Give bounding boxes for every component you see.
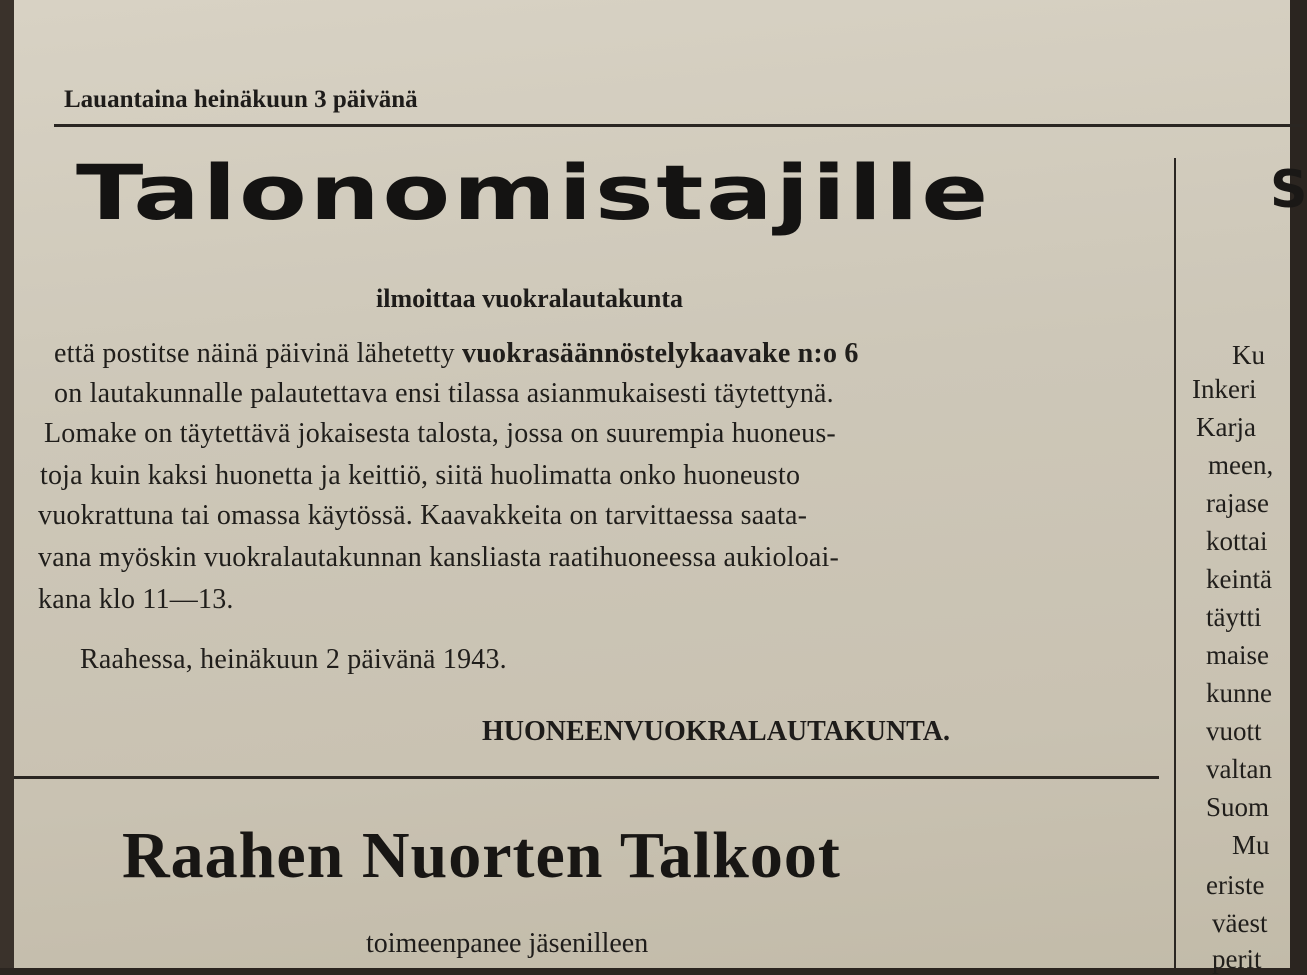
body-line-2: on lautakunnalle palautettava ensi tilassa asianmukaisesti täytettynä. bbox=[54, 378, 834, 409]
notice-subheading: ilmoittaa vuokralautakunta bbox=[376, 284, 683, 313]
section-rule bbox=[14, 776, 1159, 779]
second-notice-subheading: toimeenpanee jäsenilleen bbox=[366, 928, 649, 959]
body-line-7: kana klo 11—13. bbox=[38, 584, 234, 615]
right-fragment: Ku bbox=[1232, 340, 1265, 370]
right-fragment: eriste bbox=[1206, 870, 1265, 900]
right-fragment: meen, bbox=[1208, 450, 1274, 480]
right-fragment: perit bbox=[1212, 944, 1262, 974]
body-line-4: toja kuin kaksi huonetta ja keittiö, siitä huolimatta onko huoneusto bbox=[40, 460, 801, 491]
column-rule bbox=[1174, 158, 1176, 968]
right-column bbox=[1192, 0, 1307, 974]
body-line-1 bbox=[54, 338, 859, 370]
right-fragment: täytti bbox=[1206, 602, 1262, 632]
body-line-6: vana myöskin vuokralautakunnan kansliasta raatihuoneessa aukioloai- bbox=[38, 542, 840, 573]
body-line-5: vuokrattuna tai omassa käytössä. Kaavakkeita on tarvittaessa saata- bbox=[38, 500, 808, 531]
right-column-heading: S bbox=[1270, 160, 1307, 220]
right-fragment: vuott bbox=[1206, 716, 1262, 746]
body-line-1-text: että postitse näinä päivinä lähetetty bbox=[54, 338, 463, 369]
right-fragment: maise bbox=[1206, 640, 1269, 670]
right-fragment: Suom bbox=[1206, 792, 1270, 822]
right-fragment: keintä bbox=[1206, 564, 1272, 594]
second-notice-title: Raahen Nuorten Talkoot bbox=[122, 819, 841, 892]
right-fragment: Mu bbox=[1232, 830, 1270, 860]
dateline: Lauantaina heinäkuun 3 päivänä bbox=[64, 86, 418, 113]
right-fragment: kunne bbox=[1206, 678, 1272, 708]
place-date: Raahessa, heinäkuun 2 päivänä 1943. bbox=[80, 644, 507, 675]
right-fragment: väest bbox=[1212, 908, 1268, 938]
right-fragment: Karja bbox=[1196, 412, 1256, 442]
right-fragment: rajase bbox=[1206, 488, 1269, 518]
right-fragment: kottai bbox=[1206, 526, 1268, 556]
top-rule bbox=[54, 124, 1304, 127]
form-name: vuokrasäännöstelykaavake n:o 6 bbox=[462, 338, 859, 369]
page-edge-shadow bbox=[0, 0, 14, 968]
right-fragment: valtan bbox=[1206, 754, 1272, 784]
body-line-3: Lomake on täytettävä jokaisesta talosta, jossa on suurempia huoneus- bbox=[44, 418, 836, 449]
newspaper-page bbox=[14, 0, 1307, 974]
right-fragment: Inkeri bbox=[1192, 374, 1257, 404]
notice-title: Talonomistajille bbox=[76, 148, 991, 237]
signature: HUONEENVUOKRALAUTAKUNTA. bbox=[482, 716, 950, 747]
